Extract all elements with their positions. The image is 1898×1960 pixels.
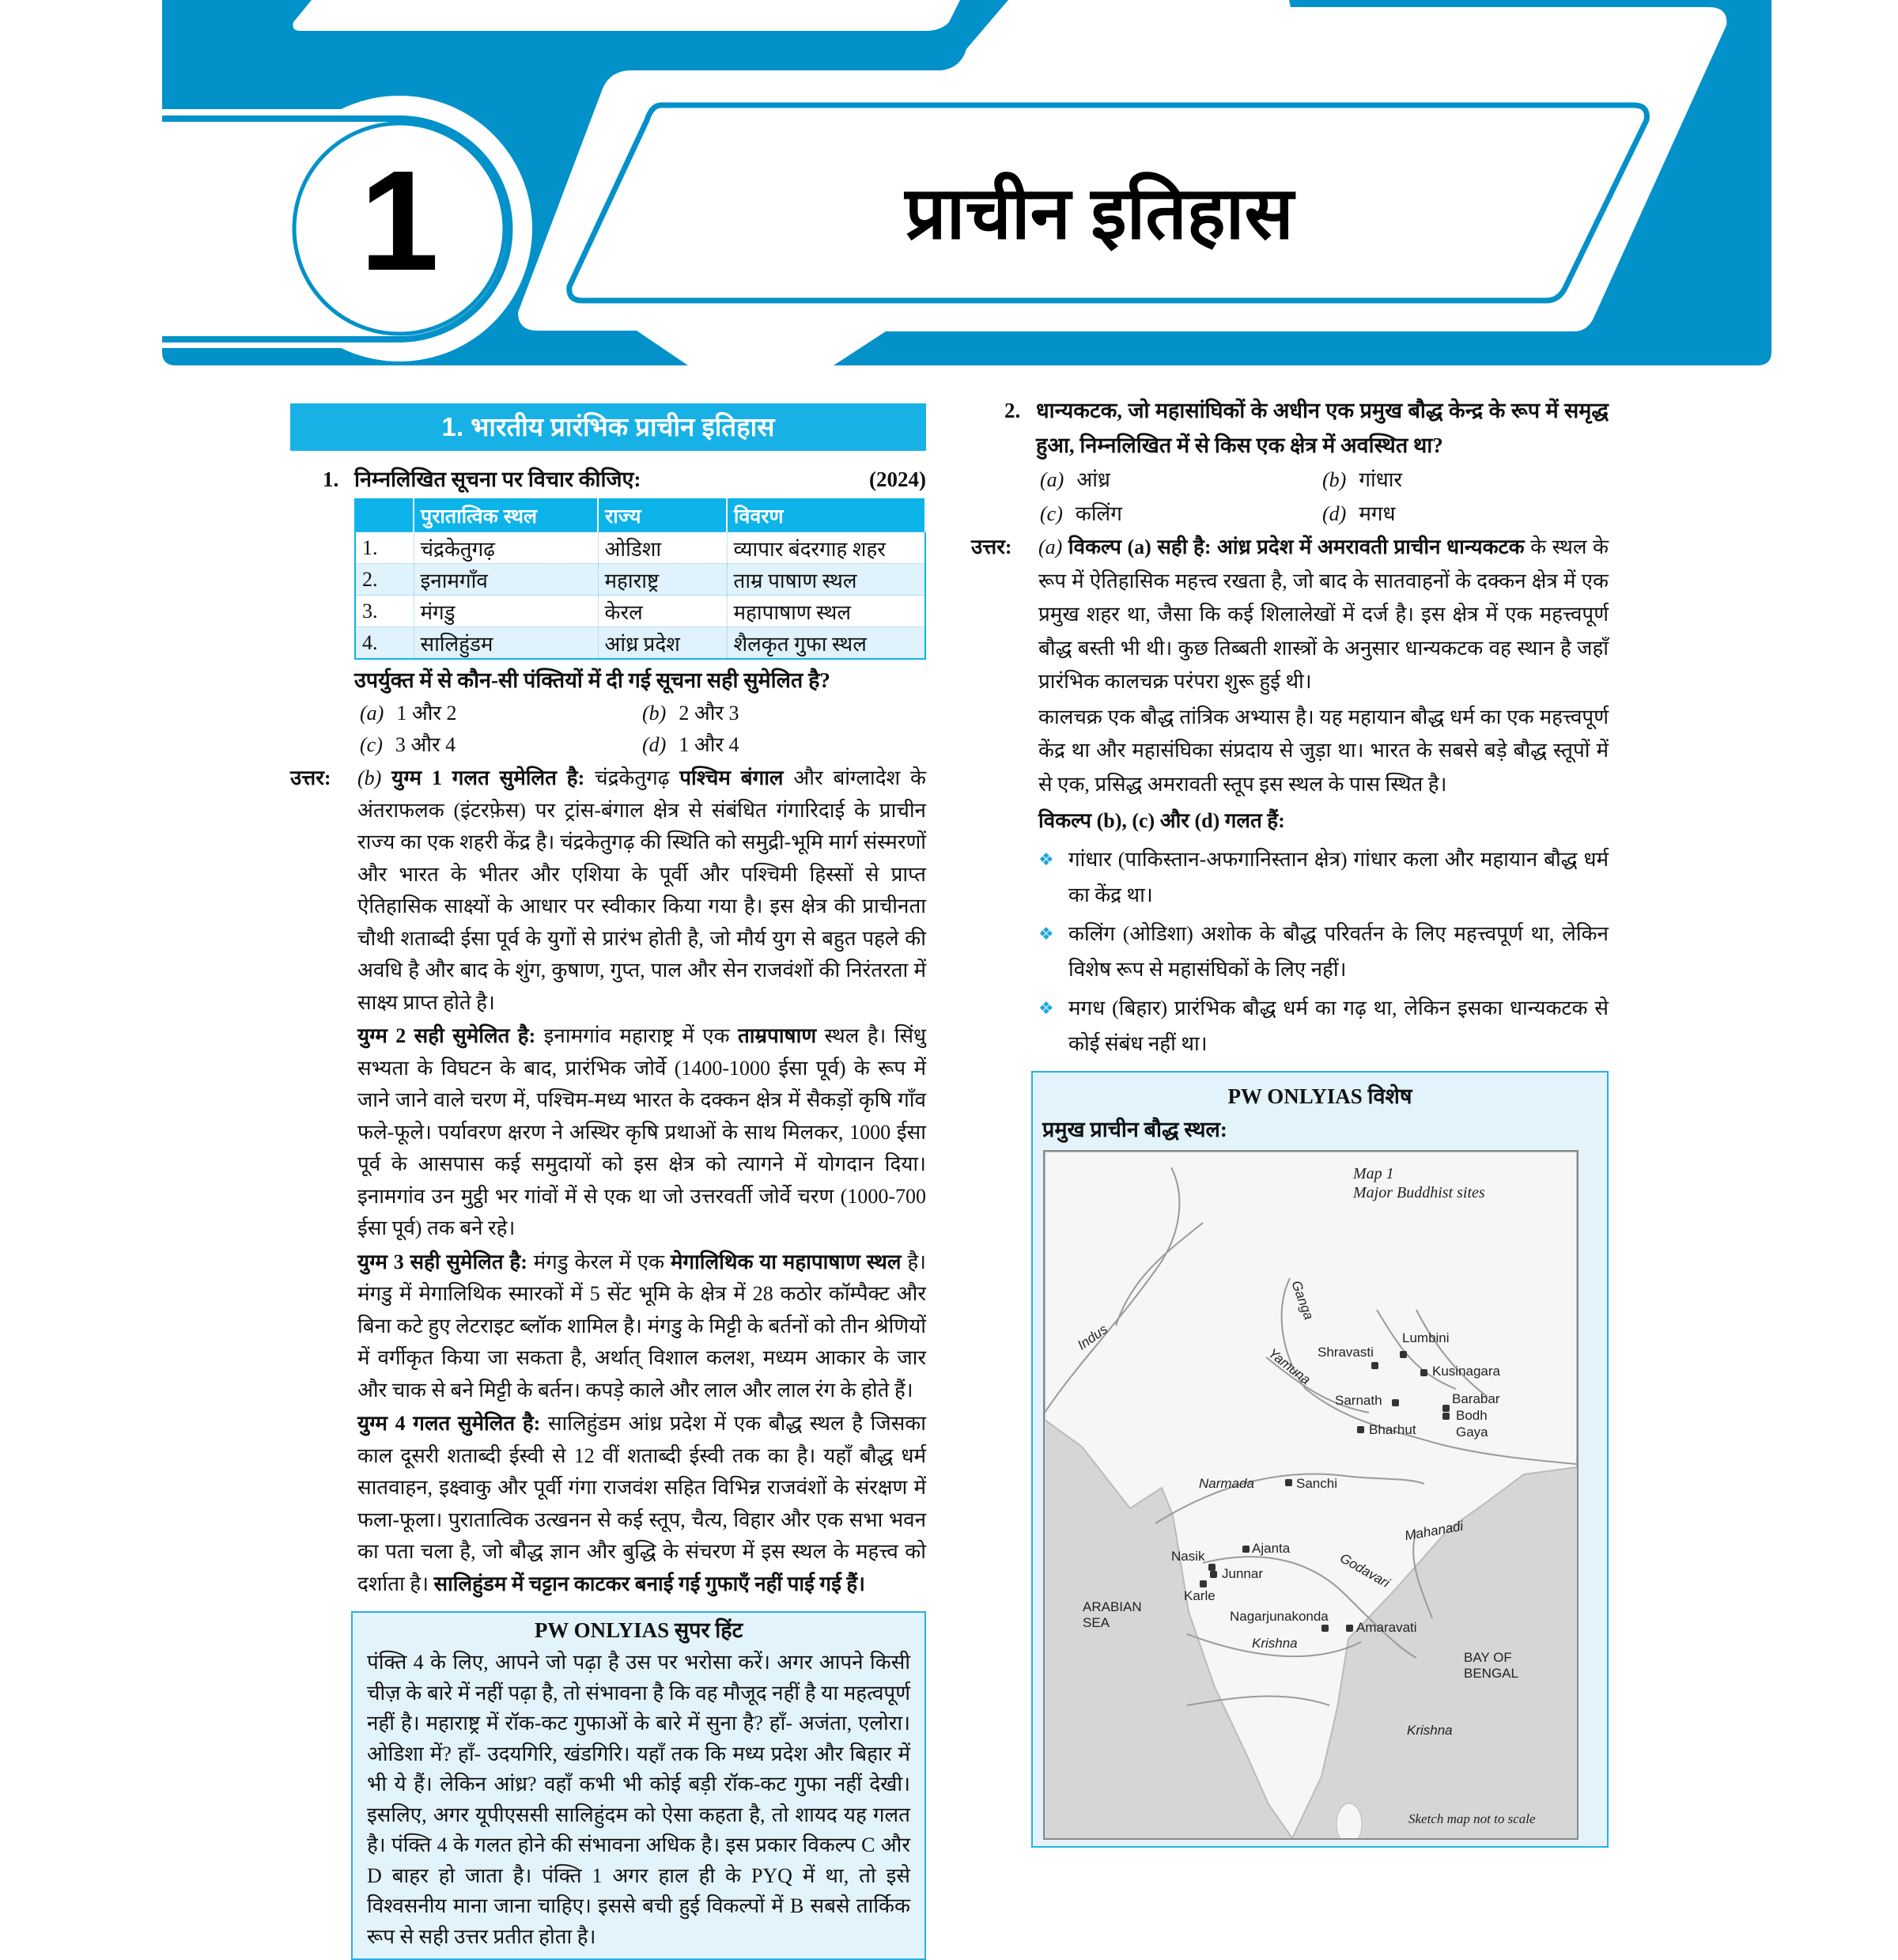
option-a[interactable] — [360, 698, 642, 729]
table-header: विवरण — [727, 499, 925, 532]
option-c[interactable] — [1040, 497, 1322, 531]
option-label: (b) — [642, 702, 667, 725]
map-scale-note: Sketch map not to scale — [1408, 1811, 1536, 1826]
chapter-number: 1 — [359, 142, 440, 301]
table-cell: ओडिशा — [598, 532, 727, 564]
option-text: 1 और 2 — [396, 702, 457, 725]
list-item — [1038, 916, 1609, 987]
option-text: 1 और 4 — [679, 733, 739, 756]
answer-content — [1038, 531, 1609, 1065]
site-marker — [1242, 1546, 1250, 1553]
answer-para-3 — [357, 1247, 926, 1407]
table-cell: केरल — [598, 596, 727, 627]
site-label: Junnar — [1222, 1565, 1263, 1581]
site-label: Bharhut — [1369, 1421, 1416, 1437]
table-cell: व्यापार बंदरगाह शहर — [727, 532, 925, 564]
bold-text: युग्म 2 सही सुमेलित है: — [357, 1024, 536, 1047]
question-number: 2. — [1004, 399, 1021, 422]
option-text: कलिंग — [1075, 502, 1122, 525]
answer-para-2 — [357, 1020, 926, 1245]
bold-text: ताम्रपाषाण — [737, 1024, 817, 1047]
answer-content — [357, 762, 926, 1602]
table-cell: ताम्र पाषाण स्थल — [727, 564, 925, 596]
option-label: (c) — [360, 733, 383, 756]
text: इनामगांव महाराष्ट्र में एक — [535, 1024, 738, 1047]
table-cell: चंद्रकेतुगढ़ — [414, 532, 598, 564]
site-label: Kusinagara — [1432, 1363, 1501, 1379]
text: चंद्रकेतुगढ़ — [584, 766, 680, 789]
table-cell: इनामगाँव — [414, 564, 598, 596]
diamond-bullet-icon: ❖ — [1038, 923, 1054, 944]
site-marker — [1346, 1625, 1353, 1632]
bold-text: विकल्प (a) सही है: आंध्र प्रदेश में अमरावती प्राचीन धान्यकटक — [1068, 535, 1525, 558]
text: मंगडु केरल में एक — [527, 1250, 671, 1273]
option-b[interactable] — [1322, 463, 1605, 497]
site-label: Sanchi — [1296, 1475, 1337, 1491]
sea-label: ARABIAN — [1083, 1599, 1142, 1614]
option-label: (a) — [1040, 468, 1064, 491]
right-column — [971, 393, 1609, 1848]
site-label: Karle — [1184, 1587, 1216, 1603]
table-cell: महाराष्ट्र — [598, 564, 727, 596]
site-marker — [1400, 1351, 1407, 1358]
table-cell: महापाषाण स्थल — [727, 596, 925, 627]
question-number: 1. — [323, 467, 339, 491]
site-marker — [1200, 1580, 1207, 1587]
table-cell: सालिहुंडम — [414, 627, 598, 660]
site-label: Shravasti — [1318, 1344, 1374, 1360]
diamond-bullet-icon: ❖ — [1038, 997, 1054, 1018]
bold-text: मेगालिथिक या महापाषाण स्थल — [670, 1250, 902, 1273]
text: और बांग्लादेश के अंतराफलक (इंटरफ़ेस) पर ट्रांस-बंगाल क्षेत्र से संबंधित गंगारिदाई के प्राचीन राज्य का एक शहरी केंद्र है। चंद्रकेतुगढ़ की स्थिति को समुद्री-भूमि मार्ग संस्मरणों और भारत के भीतर और एशिया के पूर्वी और पश्चिमी हिस्सों से प्राप्त ऐतिहासिक साक्ष्यों के आधार पर स्वीकार किया गया है। इस क्षेत्र की प्राचीनता चौथी शताब्दी ईसा पूर्व के युगों से प्रारंभ होती है, जो मौर्य युग से बहुत पहले की अवधि है और बाद के शुंग, कुषाण, गुप्त, पाल और सेन राजवंशों की निरंतरता में साक्ष्य प्राप्त होते है। — [357, 766, 926, 1014]
table-cell: शैलकृत गुफा स्थल — [727, 627, 925, 660]
chapter-title: प्राचीन इतिहास — [905, 173, 1294, 254]
option-text: आंध्र — [1076, 468, 1110, 491]
table-cell: 4. — [355, 627, 414, 660]
answer-para-1 — [1038, 531, 1609, 699]
special-box — [1031, 1071, 1609, 1848]
site-label: Lumbini — [1402, 1330, 1450, 1345]
option-a[interactable] — [1040, 463, 1322, 497]
list-item-text: मगध (बिहार) प्रारंभिक बौद्ध धर्म का गढ़ था, लेकिन इसका धान्यकटक से कोई संबंध नहीं था। — [1068, 996, 1609, 1055]
table-cell: 3. — [355, 596, 414, 627]
question-prompt: उपर्युक्त में से कौन-सी पंक्तियों में दी गई सूचना सही सुमेलित है? — [354, 668, 830, 692]
option-label: (d) — [642, 733, 667, 756]
site-label: Sarnath — [1335, 1392, 1382, 1408]
text: स्थल है। सिंधु सभ्यता के विघटन के बाद, प्रारंभिक जोर्वे (1400-1000 ईसा पूर्व) के रूप में जाने जाने वाले चरण में, पश्चिम-मध्य भारत के दक्कन क्षेत्र में सैकड़ों कृषि गाँव फले-फूले। पर्यावरण क्षरण ने अस्थिर कृषि प्रथाओं के साथ मिलकर, 1000 ईसा पूर्व के आसपास कई समुदायों को इस क्षेत्र को त्यागने में योगदान दिया। इनामगांव उन मुट्ठी भर गांवों में से एक था जो उत्तरवर्ती जोर्वे चरण (1000-700 ईसा पूर्व) तक बने रहे। — [357, 1024, 927, 1239]
answer-block — [971, 531, 1609, 1065]
river-label: Mahanadi — [1403, 1518, 1465, 1543]
option-label: (a) — [360, 702, 384, 725]
options-grid — [360, 698, 926, 761]
site-label: Nasik — [1171, 1548, 1205, 1564]
map-outline — [1045, 1152, 1577, 1838]
list-item-text: गांधार (पाकिस्तान-अफगानिस्तान क्षेत्र) गांधार कला और महायान बौद्ध धर्म का केंद्र था। — [1068, 847, 1609, 906]
option-text: 3 और 4 — [395, 733, 456, 756]
options-grid — [1040, 463, 1609, 531]
site-label: Bodh — [1456, 1407, 1488, 1423]
question-text: धान्यकटक, जो महासांघिकों के अधीन एक प्रमुख बौद्ध केन्द्र के रूप में समृद्ध हुआ, निम्नलिखित में से किस एक क्षेत्र में अवस्थित था? — [1036, 399, 1609, 457]
table-row — [355, 627, 925, 660]
bold-text: युग्म 1 गलत सुमेलित है: — [391, 766, 585, 789]
super-hint-title: PW ONLYIAS सुपर हिंट — [534, 1618, 743, 1642]
option-text: मगध — [1359, 502, 1396, 525]
site-label: Amaravati — [1356, 1619, 1417, 1635]
bold-text: पश्चिम बंगाल — [679, 766, 784, 789]
answer-para-4 — [357, 1408, 926, 1600]
table-header — [355, 499, 414, 532]
river-label: Indus — [1075, 1321, 1110, 1353]
table-header-row — [355, 499, 925, 532]
map-title: Map 1 — [1353, 1164, 1394, 1182]
super-hint-text: पंक्ति 4 के लिए, आपने जो पढ़ा है उस पर भरोसा करें। अगर आपने किसी चीज़ के बारे में नहीं पढ़ा है, तो संभावना है कि वह मौजूद नहीं है या महत्वपूर्ण नहीं है। महाराष्ट्र में रॉक-कट गुफाओं के बारे में सुना है? हाँ- अजंता, एलोरा। ओडिशा में? हाँ- उदयगिरि, खंडगिरि। यहाँ तक कि मध्य प्रदेश और बिहार में भी ये हैं। लेकिन आंध्र? वहाँ कभी भी कोई बड़ी रॉक-कट गुफा नहीं देखी। इसलिए, अगर यूपीएससी सालिहुंदम को ऐसा कहता है, तो शायद यह गलत है। पंक्ति 4 के गलत होने की संभावना अधिक है। इस प्रकार विकल्प C और D बाहर हो जाता है। पंक्ति 1 अगर हाल ही के PYQ में था, तो इसे विश्वसनीय माना जाना चाहिए। इससे बची हुई विकल्पों में B सबसे तार्किक रूप से सही उत्तर प्रतीत होता है। — [367, 1651, 910, 1948]
wrong-options-heading: विकल्प (b), (c) और (d) गलत हैं: — [1038, 809, 1285, 832]
question-year: (2024) — [869, 467, 926, 491]
table-cell: 2. — [355, 564, 414, 596]
sea-label: SEA — [1083, 1614, 1110, 1630]
buddhist-sites-map — [1043, 1150, 1579, 1840]
answer-label: उत्तर: — [290, 766, 331, 789]
option-text: गांधार — [1359, 468, 1403, 491]
question-text: निम्नलिखित सूचना पर विचार कीजिए: — [354, 467, 641, 491]
text: के स्थल के रूप में ऐतिहासिक महत्त्व रखता है, जो बाद के सातवाहनों के दक्कन क्षेत्र में एक प्रमुख शहर था, जैसा कि कई शिलालेखों में दर्ज है। इस क्षेत्र में एक महत्त्वपूर्ण बौद्ध बस्ती भी थी। कुछ तिब्बती शास्त्रों के अनुसार धान्यकटक वह स्थान है जहाँ प्रारंभिक कालचक्र परंपरा शुरू हुई थी। — [1038, 535, 1609, 693]
answer-para-1 — [357, 762, 926, 1019]
text: सालिहुंडम आंध्र प्रदेश में एक बौद्ध स्थल है जिसका काल दूसरी शताब्दी ईस्वी से 12 वीं शताब्दी ईस्वी तक का है। यहाँ बौद्ध धर्म सातवाहन, इक्ष्वाकु और पूर्वी गंगा राजवंश सहित विभिन्न राजवंशों के संरक्षण में फला-फूला। पुरातात्विक उत्खनन से कई स्तूप, चैत्य, विहार और एक सभा भवन का पता चला है, जो बौद्ध ज्ञान और बुद्धि के संचरण में इस स्थल के महत्त्व को दर्शाता है। — [357, 1412, 926, 1595]
option-text: 2 और 3 — [679, 702, 739, 725]
site-marker — [1371, 1362, 1378, 1369]
site-marker — [1357, 1426, 1364, 1433]
site-marker — [1208, 1564, 1216, 1571]
site-marker — [1442, 1405, 1450, 1412]
option-label: (c) — [1040, 502, 1063, 525]
bold-text: सालिहुंडम में चट्टान काटकर बनाई गई गुफाएँ नहीं पाई गई हैं। — [433, 1572, 865, 1595]
list-item — [1038, 842, 1609, 913]
table-cell: 1. — [355, 532, 414, 564]
question-1 — [290, 462, 926, 497]
table-row — [355, 564, 925, 596]
option-b[interactable] — [642, 698, 924, 729]
table-header: पुरातात्विक स्थल — [414, 499, 598, 532]
site-marker — [1285, 1479, 1292, 1486]
list-item-text: कलिंग (ओडिशा) अशोक के बौद्ध परिवर्तन के लिए महत्त्वपूर्ण था, लेकिन विशेष रूप से महासंघिकों के लिए नहीं। — [1068, 921, 1609, 981]
answer-choice: (b) — [357, 766, 382, 789]
river-label: Narmada — [1199, 1475, 1254, 1491]
list-item — [1038, 990, 1609, 1061]
answer-choice: (a) — [1038, 535, 1063, 558]
table-row — [355, 532, 925, 564]
river-label: Ganga — [1288, 1278, 1317, 1322]
site-marker — [1442, 1413, 1450, 1420]
option-label: (b) — [1322, 468, 1347, 491]
site-marker — [1321, 1625, 1329, 1632]
river-label: Krishna — [1407, 1722, 1453, 1738]
diamond-bullet-icon: ❖ — [1038, 849, 1054, 869]
site-label: Ajanta — [1252, 1540, 1291, 1556]
answer-block — [290, 762, 926, 1602]
answer-para-2: कालचक्र एक बौद्ध तांत्रिक अभ्यास है। यह महायान बौद्ध धर्म का एक महत्त्वपूर्ण केंद्र था और महासंघिका संप्रदाय से जुड़ा था। भारत के सबसे बड़े बौद्ध स्तूपों में से एक, प्रसिद्ध अमरावती स्तूप इस स्थल के पास स्थित है। — [1038, 705, 1609, 796]
table-cell: आंध्र प्रदेश — [598, 627, 727, 660]
river-label: Godavari — [1337, 1549, 1393, 1591]
sea-label: BAY OF — [1464, 1649, 1512, 1665]
bold-text: युग्म 3 सही सुमेलित है: — [357, 1250, 527, 1273]
site-label: Barabar — [1452, 1391, 1500, 1406]
option-d[interactable] — [1322, 497, 1605, 531]
map-subtitle: Major Buddhist sites — [1353, 1183, 1485, 1201]
question-2 — [971, 393, 1609, 463]
sea-label: BENGAL — [1464, 1665, 1518, 1681]
super-hint-box — [351, 1611, 926, 1960]
bold-text: युग्म 4 गलत सुमेलित है: — [357, 1412, 541, 1435]
option-label: (d) — [1322, 502, 1347, 525]
site-marker — [1392, 1399, 1399, 1406]
site-label: Nagarjunakonda — [1230, 1608, 1329, 1624]
option-d[interactable] — [642, 729, 924, 761]
river-label: Krishna — [1252, 1635, 1298, 1651]
river-label: Yamuna — [1265, 1345, 1314, 1387]
table-cell: मंगडु — [414, 596, 598, 627]
table-row — [355, 596, 925, 627]
table-header: राज्य — [598, 499, 727, 532]
left-column — [290, 462, 926, 1960]
section-heading: 1. भारतीय प्रारंभिक प्राचीन इतिहास — [290, 403, 926, 451]
site-marker — [1210, 1571, 1217, 1578]
option-c[interactable] — [360, 729, 642, 761]
sites-table — [354, 498, 926, 660]
special-title: PW ONLYIAS विशेष — [1227, 1084, 1412, 1108]
site-marker — [1420, 1369, 1427, 1376]
answer-label: उत्तर: — [971, 535, 1012, 558]
special-subtitle: प्रमुख प्राचीन बौद्ध स्थल: — [1042, 1117, 1227, 1141]
site-label: Gaya — [1456, 1424, 1488, 1440]
text: है। मंगडु में मेगालिथिक स्मारकों में 5 सेंट भूमि के क्षेत्र में 28 कठोर कॉम्पैक्ट और बिना कटे हुए लेटराइट ब्लॉक शामिल है। मंगडु के मिट्टी के बर्तनों को तीन श्रेणियों में वर्गीकृत किया जा सकता है, अर्थात् विशाल कलश, मध्यम आकार के जार और चाक से बने मिट्टी के बर्तन। कपड़े काले और लाल और लाल रंग के होते हैं। — [357, 1250, 926, 1402]
